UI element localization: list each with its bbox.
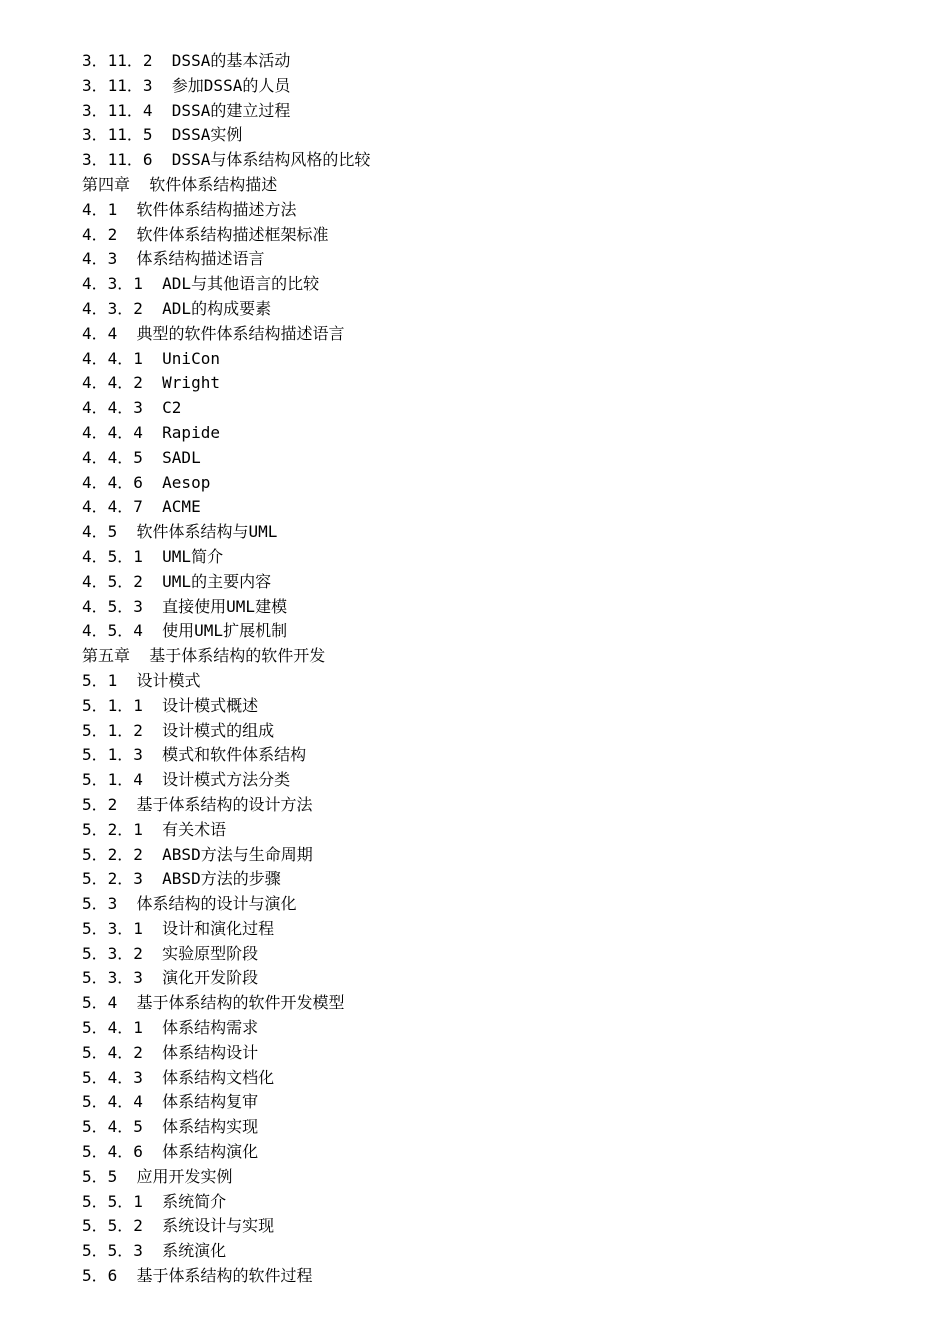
toc-section-entry: 5．4 基于体系结构的软件开发模型	[82, 993, 345, 1013]
toc-section-entry: 5．1．2 设计模式的组成	[82, 720, 275, 740]
toc-section-entry: 4．1 软件体系结构描述方法	[82, 199, 297, 219]
toc-section-entry: 5．2．3 ABSD方法的步骤	[82, 869, 281, 889]
toc-section-entry: 5．1．4 设计模式方法分类	[82, 770, 291, 790]
toc-section-entry: 4．5．3 直接使用UML建模	[82, 596, 288, 616]
toc-section-entry: 4．5 软件体系结构与UML	[82, 522, 278, 542]
toc-section-entry: 4．4 典型的软件体系结构描述语言	[82, 323, 345, 343]
toc-section-entry: 5．4．3 体系结构文档化	[82, 1067, 275, 1087]
toc-section-entry: 5．3 体系结构的设计与演化	[82, 894, 297, 914]
toc-section-entry: 5．6 基于体系结构的软件过程	[82, 1266, 313, 1286]
toc-section-entry: 5．1．3 模式和软件体系结构	[82, 745, 307, 765]
toc-page	[82, 49, 902, 1289]
toc-section-entry: 3．11．5 DSSA实例	[82, 125, 243, 145]
toc-section-entry: 4．3．1 ADL与其他语言的比较	[82, 274, 320, 294]
toc-chapter-heading: 第五章 基于体系结构的软件开发	[82, 646, 326, 666]
toc-section-entry: 4．2 软件体系结构描述框架标准	[82, 224, 329, 244]
toc-section-entry: 4．4．2 Wright	[82, 373, 220, 393]
toc-section-entry: 4．4．5 SADL	[82, 447, 201, 467]
toc-section-entry: 4．3．2 ADL的构成要素	[82, 298, 272, 318]
toc-section-entry: 5．2．2 ABSD方法与生命周期	[82, 844, 313, 864]
toc-section-entry: 5．4．4 体系结构复审	[82, 1092, 259, 1112]
toc-section-entry: 5．4．1 体系结构需求	[82, 1018, 259, 1038]
toc-section-entry: 4．5．2 UML的主要内容	[82, 571, 272, 591]
toc-section-entry: 4．4．3 C2	[82, 398, 182, 418]
toc-section-entry: 4．5．1 UML简介	[82, 546, 224, 566]
toc-section-entry: 5．4．2 体系结构设计	[82, 1042, 259, 1062]
toc-section-entry: 5．3．2 实验原型阶段	[82, 943, 259, 963]
toc-section-entry: 4．3 体系结构描述语言	[82, 249, 265, 269]
toc-section-entry: 3．11．2 DSSA的基本活动	[82, 51, 291, 70]
toc-section-entry: 5．5 应用开发实例	[82, 1166, 233, 1186]
toc-section-entry: 4．4．1 UniCon	[82, 348, 220, 368]
toc-section-entry: 4．5．4 使用UML扩展机制	[82, 621, 288, 641]
toc-section-entry: 5．4．5 体系结构实现	[82, 1117, 259, 1137]
toc-section-entry: 5．5．1 系统简介	[82, 1191, 227, 1211]
toc-section-entry: 4．4．7 ACME	[82, 497, 201, 517]
toc-section-entry: 5．3．3 演化开发阶段	[82, 968, 259, 988]
toc-section-entry: 5．1 设计模式	[82, 670, 201, 690]
toc-section-entry: 4．4．6 Aesop	[82, 472, 211, 492]
toc-section-entry: 5．5．3 系统演化	[82, 1241, 227, 1261]
toc-section-entry: 5．4．6 体系结构演化	[82, 1142, 259, 1162]
toc-section-entry: 5．3．1 设计和演化过程	[82, 918, 275, 938]
toc-section-entry: 3．11．6 DSSA与体系结构风格的比较	[82, 150, 371, 170]
toc-section-entry: 4．4．4 Rapide	[82, 422, 220, 442]
toc-section-entry: 5．1．1 设计模式概述	[82, 695, 259, 715]
toc-section-entry: 5．2．1 有关术语	[82, 819, 227, 839]
toc-section-entry: 3．11．3 参加DSSA的人员	[82, 75, 291, 95]
toc-chapter-heading: 第四章 软件体系结构描述	[82, 174, 278, 194]
toc-section-entry: 3．11．4 DSSA的建立过程	[82, 100, 291, 120]
toc-section-entry: 5．5．2 系统设计与实现	[82, 1216, 275, 1236]
toc-section-entry: 5．2 基于体系结构的设计方法	[82, 794, 313, 814]
